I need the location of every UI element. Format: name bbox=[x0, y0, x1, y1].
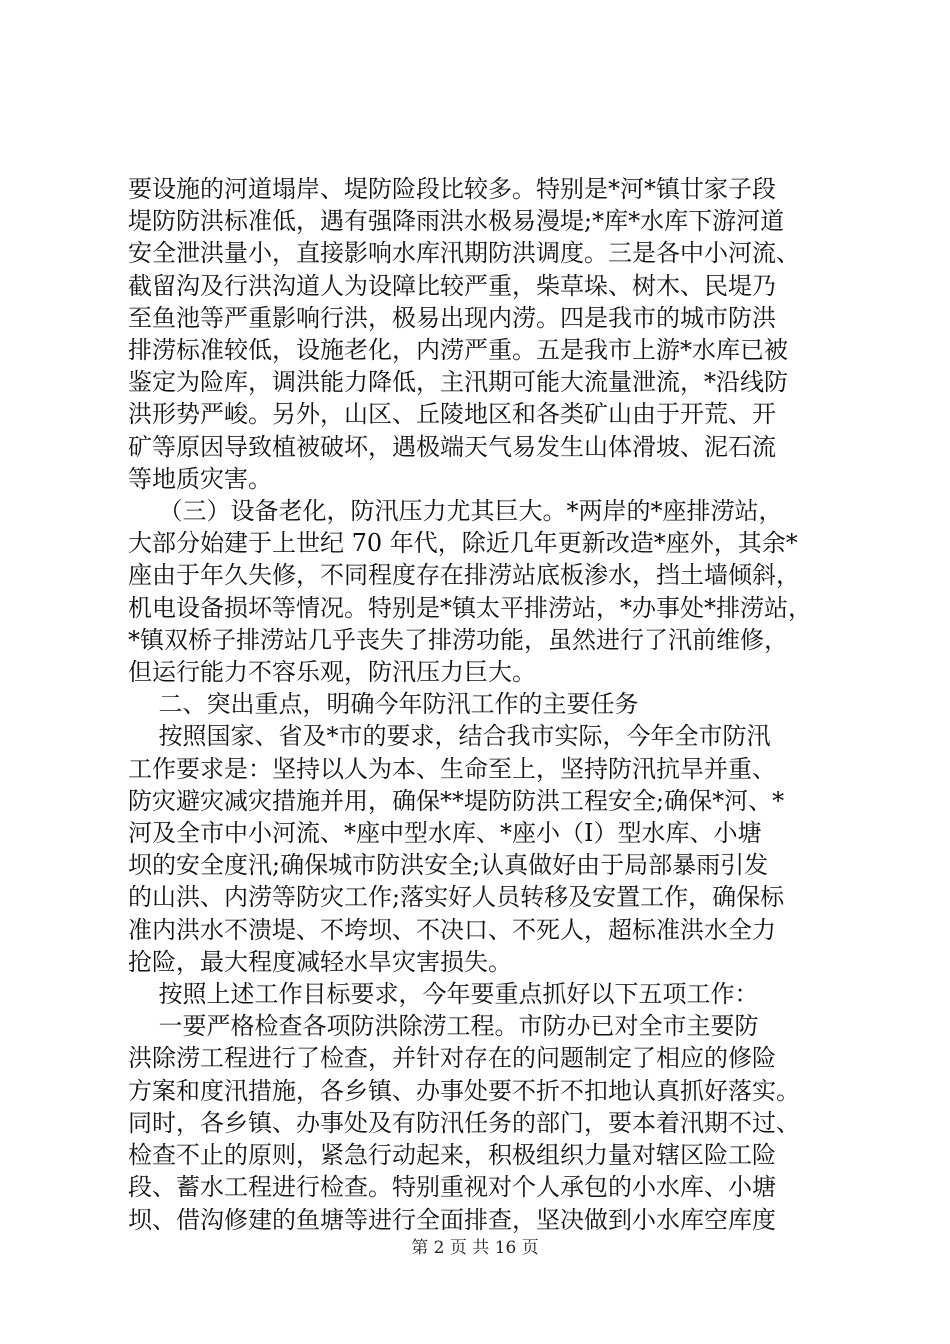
text-line: 方案和度汛措施，各乡镇、办事处要不折不扣地认真抓好落实。 bbox=[128, 1076, 800, 1105]
text-line: 机电设备损坏等情况。特别是*镇太平排涝站，*办事处*排涝站， bbox=[128, 593, 812, 622]
text-line: 准内洪水不溃堤、不垮坝、不决口、不死人，超标准洪水全力 bbox=[128, 915, 776, 944]
text-line: 按照上述工作目标要求，今年要重点抓好以下五项工作： bbox=[128, 980, 759, 1009]
text-line: （三）设备老化，防汛压力尤其巨大。*两岸的*座排涝站， bbox=[128, 497, 783, 526]
text-line: 一要严格检查各项防洪除涝工程。市防办已对全市主要防 bbox=[128, 1012, 759, 1041]
text-line: 鉴定为险库，调洪能力降低，主汛期可能大流量泄流，*沿线防 bbox=[128, 368, 788, 397]
page-footer bbox=[0, 1238, 950, 1258]
text-line: 洪形势严峻。另外，山区、丘陵地区和各类矿山由于开荒、开 bbox=[128, 400, 776, 429]
section-heading: 二、突出重点，明确今年防汛工作的主要任务 bbox=[128, 690, 639, 719]
text-line: 河及全市中小河流、*座中型水库、*座小（Ⅰ）型水库、小塘 bbox=[128, 819, 762, 848]
text-line: 的山洪、内涝等防灾工作;落实好人员转移及安置工作，确保标 bbox=[128, 883, 785, 912]
document-body bbox=[128, 173, 838, 1236]
text-line: 座由于年久失修，不同程度存在排涝站底板渗水，挡土墙倾斜， bbox=[128, 561, 800, 590]
text-line: 坝的安全度汛;确保城市防洪安全;认真做好由于局部暴雨引发 bbox=[128, 851, 769, 880]
text-line: 同时，各乡镇、办事处及有防汛任务的部门，要本着汛期不过、 bbox=[128, 1108, 800, 1137]
text-line: *镇双桥子排涝站几乎丧失了排涝功能，虽然进行了汛前维修， bbox=[128, 625, 788, 654]
text-line: 等地质灾害。 bbox=[128, 464, 272, 493]
text-line: 至鱼池等严重影响行洪，极易出现内涝。四是我市的城市防洪 bbox=[128, 303, 776, 332]
page-number-label: 第 2 页 共 16 页 bbox=[411, 1238, 539, 1258]
text-line: 洪除涝工程进行了检查，并针对存在的问题制定了相应的修险 bbox=[128, 1044, 776, 1073]
text-line: 抢险，最大程度减轻水旱灾害损失。 bbox=[128, 947, 512, 976]
text-line: 截留沟及行洪沟道人为设障比较严重，柴草垛、树木、民堤乃 bbox=[128, 271, 776, 300]
text-line: 矿等原因导致植被破坏，遇极端天气易发生山体滑坡、泥石流 bbox=[128, 432, 776, 461]
text-line: 段、蓄水工程进行检查。特别重视对个人承包的小水库、小塘 bbox=[128, 1173, 776, 1202]
text-line: 堤防防洪标准低，遇有强降雨洪水极易漫堤;*库*水库下游河道 bbox=[128, 207, 785, 236]
text-line: 排涝标准较低，设施老化，内涝严重。五是我市上游*水库已被 bbox=[128, 336, 788, 365]
text-line: 要设施的河道塌岸、堤防险段比较多。特别是*河*镇廿家子段 bbox=[128, 175, 776, 203]
text-line: 但运行能力不容乐观，防汛压力巨大。 bbox=[128, 658, 536, 687]
text-line: 检查不止的原则，紧急行动起来，积极组织力量对辖区险工险 bbox=[128, 1141, 776, 1170]
text-line: 按照国家、省及*市的要求，结合我市实际，今年全市防汛 bbox=[128, 722, 771, 751]
text-line: 大部分始建于上世纪 70 年代，除近几年更新改造*座外，其余* bbox=[128, 529, 798, 558]
text-line: 安全泄洪量小，直接影响水库汛期防洪调度。三是各中小河流、 bbox=[128, 239, 800, 268]
text-line: 防灾避灾减灾措施并用，确保**堤防防洪工程安全;确保*河、* bbox=[128, 786, 785, 815]
text-line: 坝、借沟修建的鱼塘等进行全面排查，坚决做到小水库空库度 bbox=[128, 1205, 776, 1234]
text-line: 工作要求是：坚持以人为本、生命至上，坚持防汛抗旱并重、 bbox=[128, 754, 776, 783]
